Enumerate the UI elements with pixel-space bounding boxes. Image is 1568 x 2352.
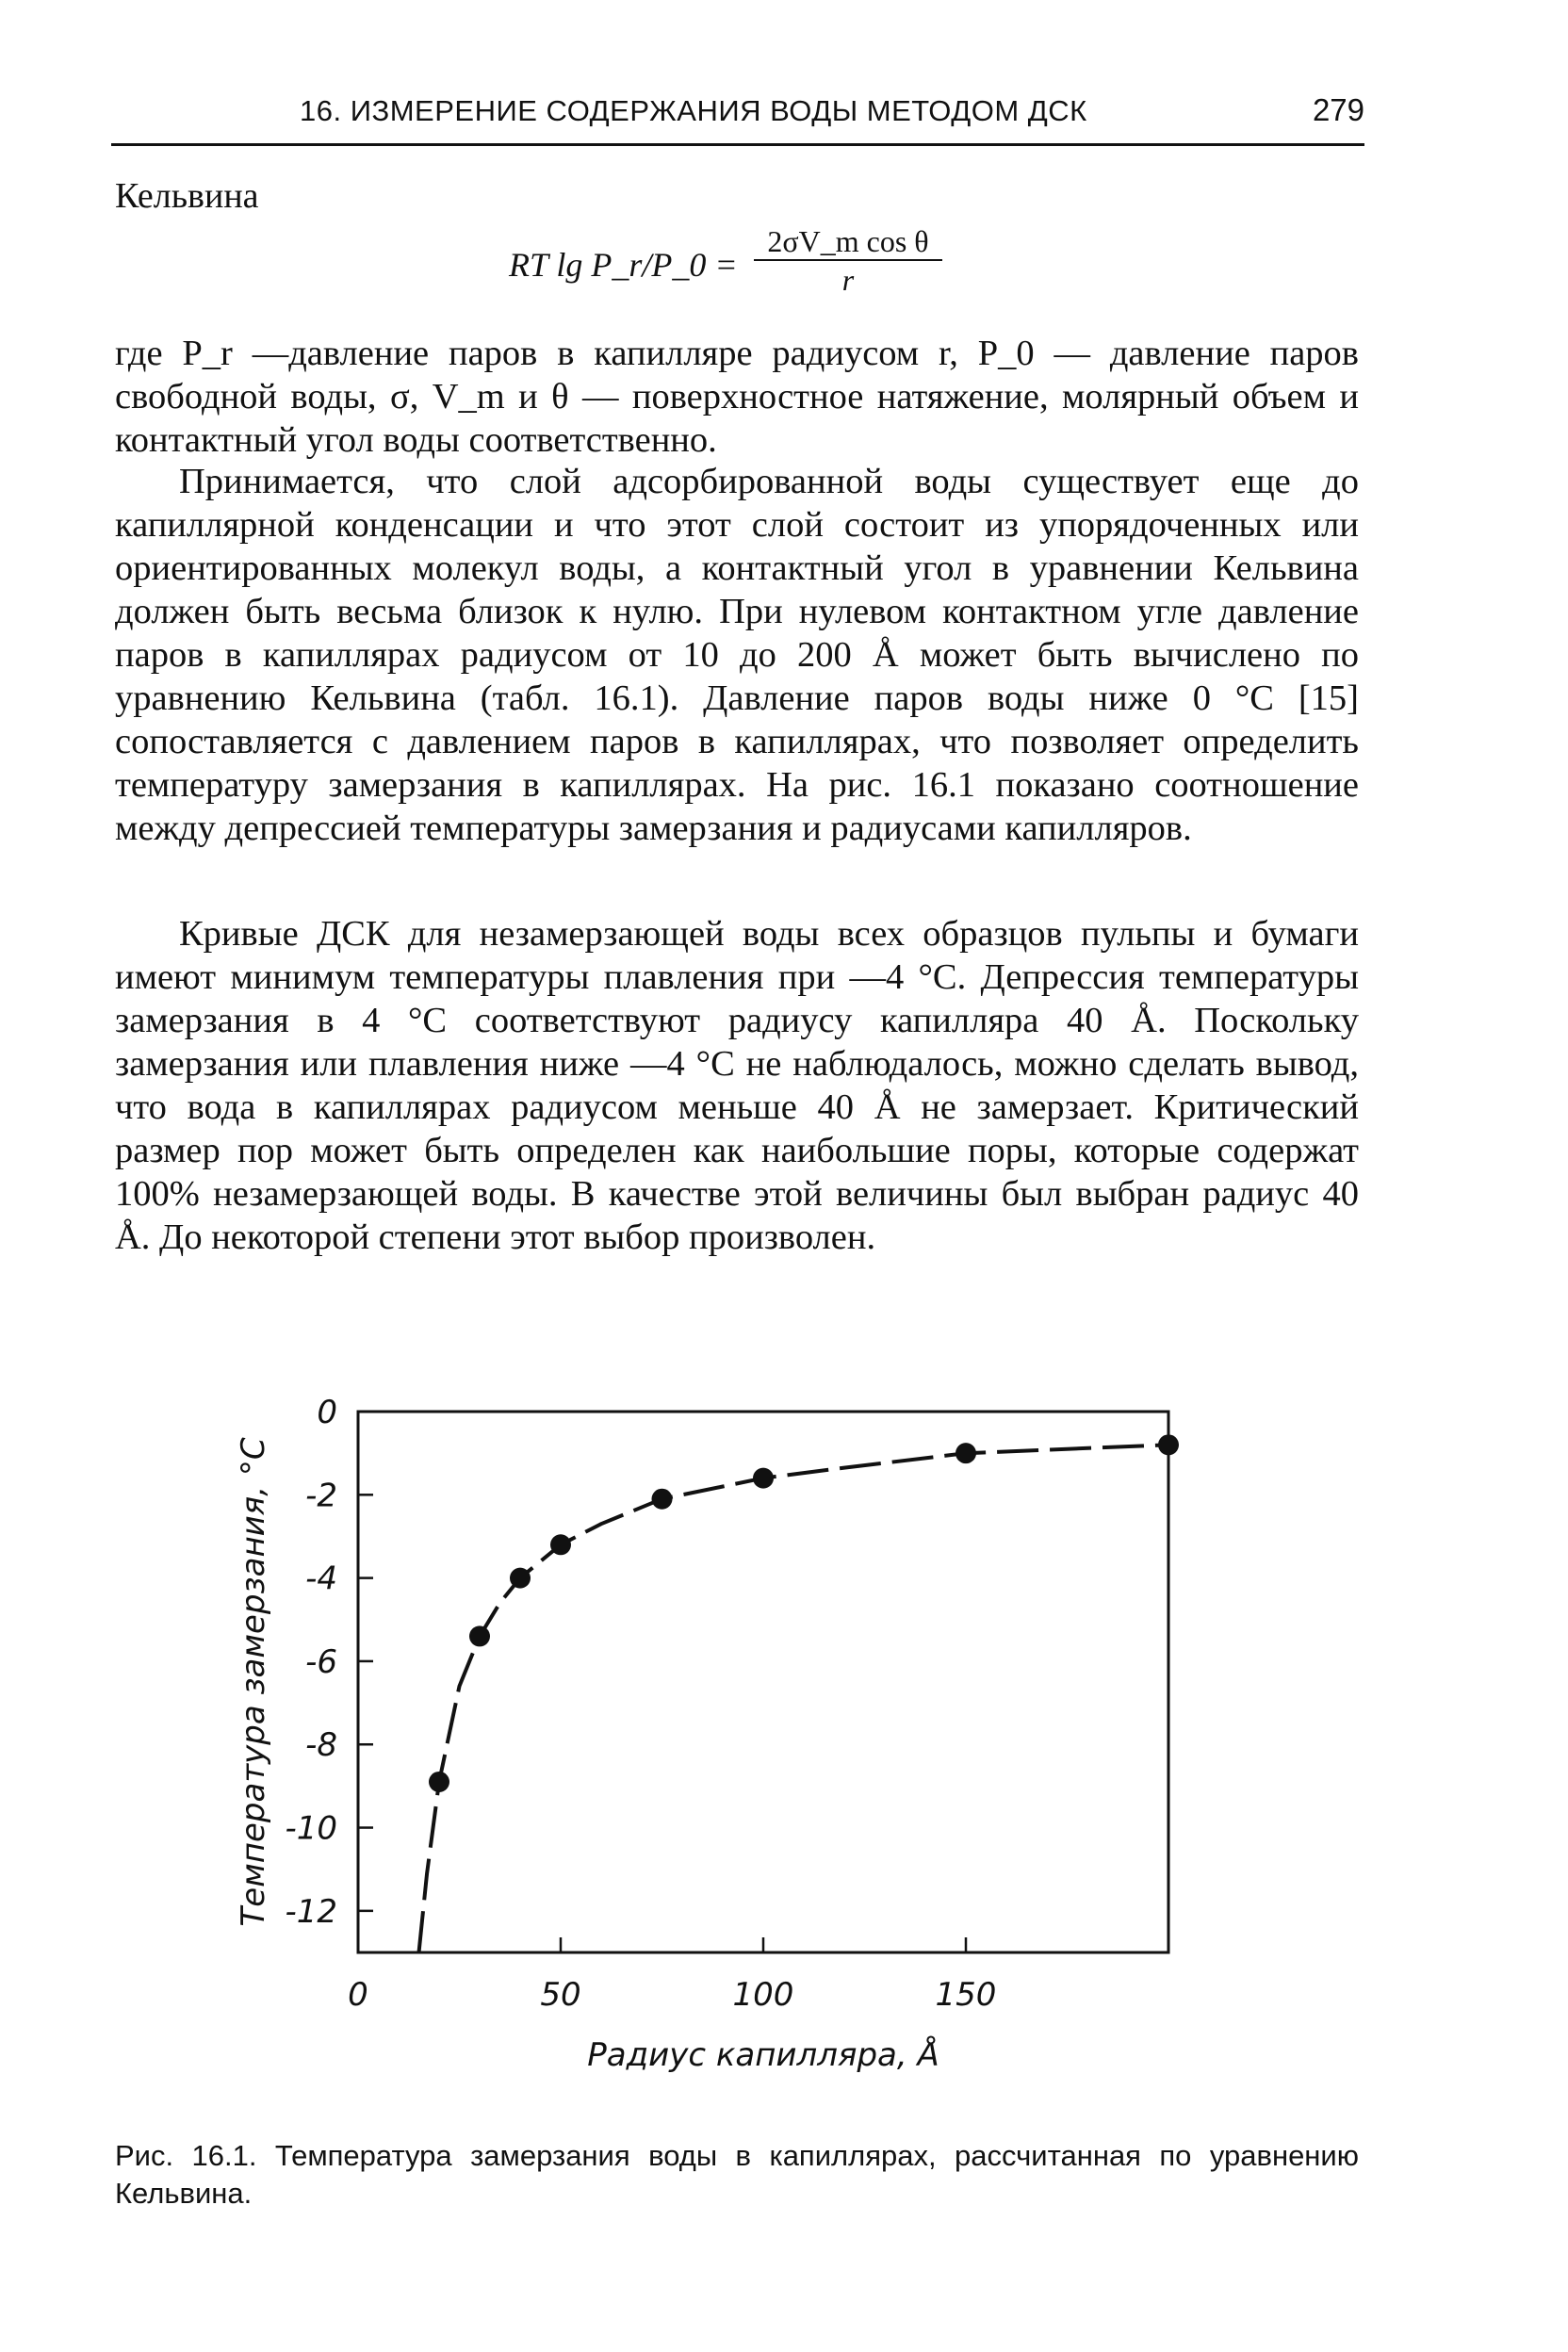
kelvin-equation: [509, 224, 999, 318]
page-number: 279: [1312, 92, 1364, 127]
data-point: [753, 1468, 774, 1489]
page-header: [111, 94, 1364, 146]
fit-curve: [419, 1445, 1169, 1952]
paragraph-text: Принимается, что слой адсорбированной воды существует еще до капиллярной конденсации и что этот слой состоит из упорядоченных или ориентированных молекул воды, а контактный угол в уравнении Кельвина должен быть весьма близок к нулю. При нулевом контактном угле давление паров в капиллярах радиусом от 10 до 200 Å может быть вычислено по уравнению Кельвина (табл. 16.1). Давление паров воды ниже 0 °С [15] сопоставляется с давлением паров в капиллярах, что позволяет определить температуру замерзания в капиллярах. На рис. 16.1 показано соотношение между депрессией температуры замерзания и радиусами капилляров.: [115, 462, 1359, 848]
y-tick-label: -2: [305, 1477, 337, 1515]
y-tick-label: -4: [305, 1560, 337, 1598]
equation-fraction: [754, 224, 942, 298]
x-axis-label: Радиус капилляра, Å: [587, 2036, 939, 2074]
x-tick-label: 0: [348, 1976, 368, 2014]
paragraph-definitions: [115, 332, 1359, 462]
plot-frame: [358, 1412, 1168, 1952]
figure-caption: Рис. 16.1. Температура замерзания воды в капиллярах, рассчитанная по уравнению Кельвина.: [115, 2139, 1359, 2210]
equation-numerator: 2σV_m cos θ: [754, 224, 942, 261]
y-tick-label: -8: [305, 1726, 337, 1765]
paragraph-dsc-curves: [115, 912, 1359, 1259]
data-point: [550, 1534, 571, 1555]
data-point: [652, 1489, 673, 1510]
x-tick-label: 100: [732, 1976, 794, 2014]
x-tick-label: 50: [540, 1976, 581, 2014]
y-tick-label: 0: [317, 1394, 337, 1431]
paragraph-assumption: [115, 460, 1359, 850]
x-tick-label: 150: [935, 1976, 997, 2014]
running-title: 16. ИЗМЕРЕНИЕ СОДЕРЖАНИЯ ВОДЫ МЕТОДОМ ДСК: [300, 94, 1087, 127]
y-axis-label: Температура замерзания, °С: [235, 1437, 272, 1927]
figure-16-1: [235, 1366, 1234, 2074]
equation-lhs: RT lg P_r/P_0 =: [509, 246, 738, 284]
equation-denominator: r: [841, 263, 855, 297]
data-point: [469, 1625, 490, 1646]
data-point: [510, 1568, 531, 1589]
y-tick-label: -6: [305, 1642, 337, 1681]
paragraph-text: где P_r —давление паров в капилляре радиусом r, P_0 — давление паров свободной воды, σ, V_m и θ — поверхностное натяжение, молярный объем и контактный угол воды соответственно.: [115, 334, 1359, 460]
y-tick-label: -10: [285, 1809, 337, 1848]
y-tick-label: -12: [285, 1892, 337, 1931]
data-point: [956, 1443, 976, 1463]
paragraph-text: Кривые ДСК для незамерзающей воды всех образцов пульпы и бумаги имеют минимум температуры плавления при —4 °С. Депрессия температуры замерзания в 4 °С соответствуют радиусу капилляра 40 Å. Поскольку замерзания или плавления ниже —4 °С не наблюдалось, можно сделать вывод, что вода в капиллярах радиусом меньше 40 Å не замерзает. Критический размер пор может быть определен как наибольшие поры, которые содержат 100% незамерзающей воды. В качестве этой величины был выбран радиус 40 Å. До некоторой степени этот выбор произволен.: [115, 914, 1359, 1257]
data-point: [1158, 1434, 1179, 1455]
data-point: [429, 1772, 449, 1792]
freezing-temperature-chart: [235, 1366, 1234, 2074]
lead-word: Кельвина: [115, 176, 259, 216]
